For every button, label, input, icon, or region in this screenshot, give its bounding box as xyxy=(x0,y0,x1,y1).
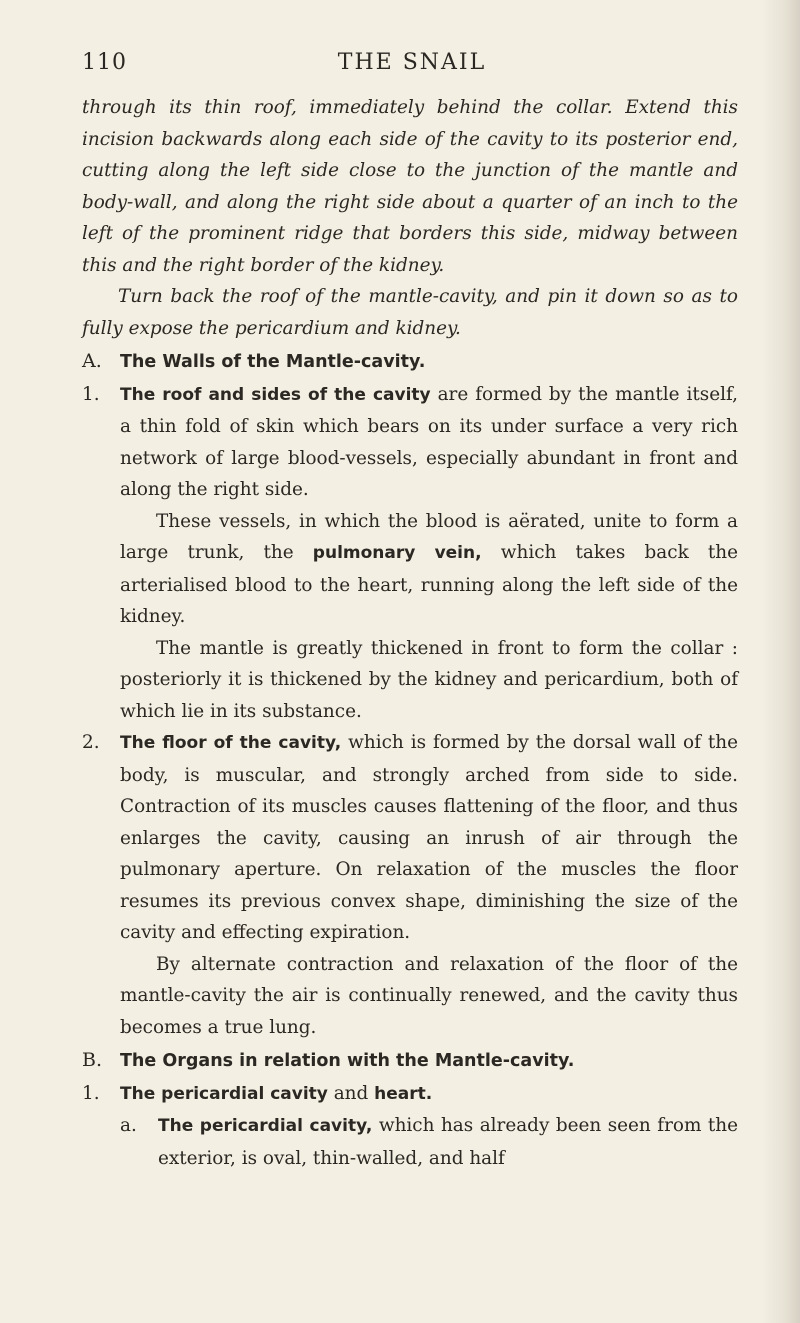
page-edge-shadow xyxy=(762,0,800,1323)
item-number: 1. xyxy=(82,1082,100,1104)
section-title: The Organs in relation with the Mantle-cavity. xyxy=(120,1051,575,1071)
sub-item-letter: a. xyxy=(120,1115,137,1136)
item-lead: The pericardial cavity xyxy=(120,1083,328,1104)
item-number: 1. xyxy=(82,383,100,405)
section-letter: B. xyxy=(82,1049,103,1071)
running-title: THE SNAIL xyxy=(337,50,487,75)
paragraph xyxy=(82,506,738,633)
list-item xyxy=(82,727,738,949)
section-title: The Walls of the Mantle-cavity. xyxy=(120,352,426,372)
sub-list-item xyxy=(120,1110,738,1174)
item-lead: The floor of the cavity, xyxy=(120,733,342,753)
sub-item-text: which has already been seen from the exterior, is oval, thin-walled, and half xyxy=(158,1115,738,1169)
item-text: which is formed by the dorsal wall of the body, is muscular, and strongly arched from side to side. Contraction of its muscles causes flattening of the floor, and thus enlarges the cavity, causing an inrush of air through the pulmonary aperture. On relaxation of the muscles the floor resumes its previous convex shape, diminishing the size of the cavity and effecting expiration. xyxy=(120,732,738,943)
paragraph-text: These vessels, in which the blood is aërated, unite to form a large trunk, the xyxy=(120,510,738,563)
page-body xyxy=(82,92,738,1174)
paragraph: The mantle is greatly thickened in front to form the collar : posteriorly it is thickened by the kidney and pericardium, both of which lie in its substance. xyxy=(120,637,738,722)
paragraph-text: which takes back the arterialised blood to the heart, running along the left side of the kidney. xyxy=(120,542,738,627)
item-text: are formed by the mantle itself, a thin fold of skin which bears on its under surface a very rich network of large blood-vessels, especially abundant in front and along the right side. xyxy=(120,383,738,500)
intro-paragraph-2: Turn back the roof of the mantle-cavity, and pin it down so as to fully expose the pericardium and kidney. xyxy=(82,286,738,339)
section-a-heading xyxy=(82,346,738,379)
item-lead: The roof and sides of the cavity xyxy=(120,384,431,405)
term-pulmonary-vein: pulmonary vein, xyxy=(312,543,482,563)
section-b-heading xyxy=(82,1045,738,1078)
item-lead-2: heart. xyxy=(374,1083,433,1104)
item-text: and xyxy=(327,1082,375,1104)
page-header xyxy=(82,50,742,80)
list-item xyxy=(82,1078,738,1111)
page-number: 110 xyxy=(82,50,127,75)
section-letter: A. xyxy=(82,350,102,372)
item-number: 2. xyxy=(82,732,100,753)
sub-item-lead: The pericardial cavity, xyxy=(158,1116,373,1136)
paragraph: By alternate contraction and relaxation of the floor of the mantle-cavity the air is continually renewed, and the cavity thus becomes a true lung. xyxy=(120,953,738,1038)
intro-paragraph: through its thin roof, immediately behind the collar. Extend this incision backwards along each side of the cavity to its posterior end, cutting along the left side close to the junction of the mantle and body-wall, and along the right side about a quarter of an inch to the left of the prominent ridge that borders this side, midway between this and the right border of the kidney. xyxy=(82,97,738,276)
list-item xyxy=(82,379,738,506)
